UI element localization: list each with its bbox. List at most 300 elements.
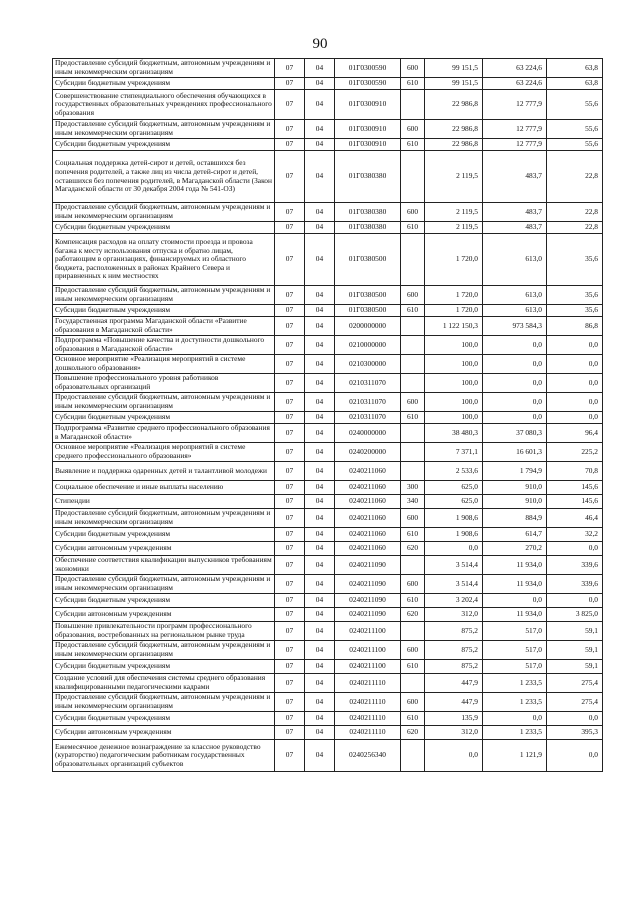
row-expense-type-code (401, 443, 425, 462)
budget-table (52, 58, 603, 772)
row-section-code: 07 (275, 740, 305, 772)
row-executed-amount: 483,7 (483, 203, 547, 222)
row-name-cell: Основное мероприятие «Реализация мероприятий в системе среднего профессионального образования» (53, 443, 275, 462)
row-name-cell: Обеспечение соответствия квалификации выпускников требованиям экономики (53, 556, 275, 575)
row-executed-amount: 11 934,0 (483, 556, 547, 575)
page-number: 90 (312, 36, 328, 52)
table-row (53, 355, 603, 374)
row-target-article-code: 0240211110 (335, 712, 401, 726)
row-section-code: 07 (275, 674, 305, 693)
row-target-article-code: 0240211060 (335, 481, 401, 495)
row-subsection-code: 04 (305, 556, 335, 575)
row-expense-type-code (401, 151, 425, 203)
row-target-article-code: 0240211090 (335, 575, 401, 594)
row-approved-amount: 99 151,5 (425, 78, 483, 90)
row-executed-amount: 1 794,9 (483, 462, 547, 481)
table-row (53, 412, 603, 424)
row-expense-type-code: 600 (401, 286, 425, 305)
row-subsection-code: 04 (305, 622, 335, 641)
table-row (53, 90, 603, 120)
row-target-article-code: 0240211110 (335, 674, 401, 693)
row-subsection-code: 04 (305, 495, 335, 509)
row-execution-percent: 0,0 (547, 355, 603, 374)
row-subsection-code: 04 (305, 222, 335, 234)
row-name-cell: Предоставление субсидий бюджетным, автономным учреждениям и иным некоммерческим организациям (53, 575, 275, 594)
row-subsection-code: 04 (305, 443, 335, 462)
row-executed-amount: 270,2 (483, 542, 547, 556)
row-name-cell: Выявление и поддержка одаренных детей и талантливой молодежи (53, 462, 275, 481)
row-executed-amount: 483,7 (483, 151, 547, 203)
row-expense-type-code: 600 (401, 693, 425, 712)
row-approved-amount: 7 371,1 (425, 443, 483, 462)
row-expense-type-code: 600 (401, 393, 425, 412)
row-expense-type-code (401, 336, 425, 355)
row-executed-amount: 11 934,0 (483, 608, 547, 622)
row-section-code: 07 (275, 412, 305, 424)
table-row (53, 712, 603, 726)
row-target-article-code: 0240211060 (335, 462, 401, 481)
row-expense-type-code: 610 (401, 78, 425, 90)
row-target-article-code: 0200000000 (335, 317, 401, 336)
row-executed-amount: 613,0 (483, 234, 547, 286)
row-approved-amount: 0,0 (425, 740, 483, 772)
row-subsection-code: 04 (305, 151, 335, 203)
row-executed-amount: 884,9 (483, 509, 547, 528)
row-target-article-code: 0240211090 (335, 594, 401, 608)
row-target-article-code: 0240211090 (335, 608, 401, 622)
row-subsection-code: 04 (305, 712, 335, 726)
row-section-code: 07 (275, 336, 305, 355)
row-section-code: 07 (275, 59, 305, 78)
row-subsection-code: 04 (305, 90, 335, 120)
row-name-cell: Субсидии бюджетным учреждениям (53, 78, 275, 90)
row-subsection-code: 04 (305, 336, 335, 355)
row-approved-amount: 1 122 150,3 (425, 317, 483, 336)
row-approved-amount: 100,0 (425, 374, 483, 393)
table-row (53, 78, 603, 90)
row-target-article-code: 0210311070 (335, 374, 401, 393)
table-row (53, 286, 603, 305)
row-expense-type-code: 610 (401, 528, 425, 542)
row-name-cell: Субсидии бюджетным учреждениям (53, 660, 275, 674)
row-subsection-code: 04 (305, 393, 335, 412)
row-expense-type-code: 600 (401, 509, 425, 528)
row-subsection-code: 04 (305, 78, 335, 90)
row-name-cell: Стипендии (53, 495, 275, 509)
table-row (53, 374, 603, 393)
row-subsection-code: 04 (305, 660, 335, 674)
table-row (53, 59, 603, 78)
row-approved-amount: 100,0 (425, 355, 483, 374)
row-target-article-code: 0240211090 (335, 556, 401, 575)
row-target-article-code: 01Г0380500 (335, 234, 401, 286)
row-approved-amount: 1 720,0 (425, 305, 483, 317)
row-executed-amount: 517,0 (483, 660, 547, 674)
row-name-cell: Ежемесячное денежное вознаграждение за классное руководство (кураторство) педагогическим работникам государственных образовательных организаций субъектов (53, 740, 275, 772)
row-section-code: 07 (275, 481, 305, 495)
row-execution-percent: 59,1 (547, 660, 603, 674)
row-subsection-code: 04 (305, 374, 335, 393)
row-section-code: 07 (275, 660, 305, 674)
row-execution-percent: 225,2 (547, 443, 603, 462)
row-executed-amount: 11 934,0 (483, 575, 547, 594)
row-name-cell: Повышение привлекательности программ профессионального образования, востребованных на региональном рынке труда (53, 622, 275, 641)
row-name-cell: Субсидии бюджетным учреждениям (53, 305, 275, 317)
row-execution-percent: 0,0 (547, 740, 603, 772)
row-target-article-code: 0240211060 (335, 509, 401, 528)
row-execution-percent: 0,0 (547, 336, 603, 355)
table-row (53, 660, 603, 674)
row-approved-amount: 3 514,4 (425, 575, 483, 594)
row-expense-type-code (401, 90, 425, 120)
row-expense-type-code: 610 (401, 660, 425, 674)
row-section-code: 07 (275, 608, 305, 622)
table-row (53, 575, 603, 594)
row-subsection-code: 04 (305, 305, 335, 317)
row-target-article-code: 0240211060 (335, 542, 401, 556)
table-row (53, 234, 603, 286)
row-expense-type-code: 600 (401, 203, 425, 222)
row-approved-amount: 3 514,4 (425, 556, 483, 575)
row-section-code: 07 (275, 90, 305, 120)
row-section-code: 07 (275, 120, 305, 139)
row-execution-percent: 339,6 (547, 575, 603, 594)
row-executed-amount: 0,0 (483, 393, 547, 412)
row-name-cell: Субсидии бюджетным учреждениям (53, 222, 275, 234)
row-subsection-code: 04 (305, 412, 335, 424)
row-section-code: 07 (275, 542, 305, 556)
table-row (53, 443, 603, 462)
row-target-article-code: 01Г0380500 (335, 305, 401, 317)
row-execution-percent: 35,6 (547, 234, 603, 286)
row-section-code: 07 (275, 203, 305, 222)
row-section-code: 07 (275, 424, 305, 443)
row-expense-type-code: 600 (401, 59, 425, 78)
row-name-cell: Субсидии автономным учреждениям (53, 608, 275, 622)
row-executed-amount: 12 777,9 (483, 90, 547, 120)
row-executed-amount: 910,0 (483, 481, 547, 495)
row-target-article-code: 01Г0300910 (335, 90, 401, 120)
row-execution-percent: 0,0 (547, 412, 603, 424)
row-section-code: 07 (275, 443, 305, 462)
row-executed-amount: 613,0 (483, 305, 547, 317)
row-approved-amount: 2 533,6 (425, 462, 483, 481)
row-target-article-code: 0240211110 (335, 726, 401, 740)
table-row (53, 462, 603, 481)
row-execution-percent: 339,6 (547, 556, 603, 575)
row-name-cell: Субсидии бюджетным учреждениям (53, 528, 275, 542)
table-row (53, 139, 603, 151)
row-execution-percent: 32,2 (547, 528, 603, 542)
table-row (53, 120, 603, 139)
row-target-article-code: 01Г0380380 (335, 203, 401, 222)
row-approved-amount: 99 151,5 (425, 59, 483, 78)
table-row (53, 542, 603, 556)
row-section-code: 07 (275, 495, 305, 509)
row-name-cell: Предоставление субсидий бюджетным, автономным учреждениям и иным некоммерческим организациям (53, 203, 275, 222)
row-expense-type-code (401, 374, 425, 393)
table-row (53, 693, 603, 712)
row-section-code: 07 (275, 317, 305, 336)
row-section-code: 07 (275, 139, 305, 151)
row-name-cell: Повышение профессионального уровня работников образовательных организаций (53, 374, 275, 393)
row-section-code: 07 (275, 641, 305, 660)
row-expense-type-code: 610 (401, 594, 425, 608)
row-executed-amount: 517,0 (483, 641, 547, 660)
row-executed-amount: 16 601,3 (483, 443, 547, 462)
row-approved-amount: 135,9 (425, 712, 483, 726)
row-subsection-code: 04 (305, 726, 335, 740)
row-execution-percent: 395,3 (547, 726, 603, 740)
row-name-cell: Социальная поддержка детей-сирот и детей, оставшихся без попечения родителей, а также лиц из числа детей-сирот и детей, оставшихся без попечения родителей, в Магаданской области (Закон Магаданской области от 30 декабря 2004 года № 541-ОЗ) (53, 151, 275, 203)
row-name-cell: Основное мероприятие «Реализация мероприятий в системе дошкольного образования» (53, 355, 275, 374)
row-approved-amount: 38 480,3 (425, 424, 483, 443)
row-execution-percent: 55,6 (547, 120, 603, 139)
row-section-code: 07 (275, 151, 305, 203)
row-execution-percent: 0,0 (547, 594, 603, 608)
row-approved-amount: 1 908,6 (425, 528, 483, 542)
row-expense-type-code (401, 424, 425, 443)
row-approved-amount: 1 908,6 (425, 509, 483, 528)
row-name-cell: Подпрограмма «Повышение качества и доступности дошкольного образования в Магаданской области» (53, 336, 275, 355)
row-target-article-code: 01Г0300910 (335, 120, 401, 139)
row-target-article-code: 01Г0300910 (335, 139, 401, 151)
table-row (53, 528, 603, 542)
table-row (53, 393, 603, 412)
row-name-cell: Предоставление субсидий бюджетным, автономным учреждениям и иным некоммерческим организациям (53, 641, 275, 660)
row-subsection-code: 04 (305, 608, 335, 622)
table-row (53, 305, 603, 317)
row-executed-amount: 614,7 (483, 528, 547, 542)
row-subsection-code: 04 (305, 462, 335, 481)
row-approved-amount: 22 986,8 (425, 139, 483, 151)
row-executed-amount: 12 777,9 (483, 120, 547, 139)
row-name-cell: Предоставление субсидий бюджетным, автономным учреждениям и иным некоммерческим организациям (53, 286, 275, 305)
row-section-code: 07 (275, 509, 305, 528)
row-name-cell: Компенсация расходов на оплату стоимости проезда и провоза багажа к месту использования отпуска и обратно лицам, работающим в организациях, финансируемых из областного бюджета, расположенных в районах Крайнего Севера и приравненных к ним местностях (53, 234, 275, 286)
row-execution-percent: 145,6 (547, 481, 603, 495)
table-row (53, 740, 603, 772)
row-expense-type-code: 610 (401, 222, 425, 234)
row-execution-percent: 22,8 (547, 151, 603, 203)
table-row (53, 481, 603, 495)
row-executed-amount: 0,0 (483, 355, 547, 374)
row-approved-amount: 22 986,8 (425, 90, 483, 120)
row-execution-percent: 70,8 (547, 462, 603, 481)
row-subsection-code: 04 (305, 203, 335, 222)
row-expense-type-code: 620 (401, 608, 425, 622)
table-row (53, 608, 603, 622)
table-row (53, 151, 603, 203)
row-approved-amount: 2 119,5 (425, 222, 483, 234)
row-section-code: 07 (275, 374, 305, 393)
table-row (53, 424, 603, 443)
table-row (53, 336, 603, 355)
row-approved-amount: 312,0 (425, 608, 483, 622)
row-execution-percent: 0,0 (547, 393, 603, 412)
row-target-article-code: 0210300000 (335, 355, 401, 374)
row-approved-amount: 3 202,4 (425, 594, 483, 608)
row-executed-amount: 1 121,9 (483, 740, 547, 772)
row-target-article-code: 0240256340 (335, 740, 401, 772)
row-section-code: 07 (275, 78, 305, 90)
row-subsection-code: 04 (305, 59, 335, 78)
row-name-cell: Субсидии автономным учреждениям (53, 542, 275, 556)
row-execution-percent: 0,0 (547, 374, 603, 393)
table-row (53, 317, 603, 336)
row-executed-amount: 0,0 (483, 412, 547, 424)
row-approved-amount: 100,0 (425, 412, 483, 424)
row-executed-amount: 37 080,3 (483, 424, 547, 443)
row-name-cell: Предоставление субсидий бюджетным, автономным учреждениям и иным некоммерческим организациям (53, 59, 275, 78)
row-execution-percent: 59,1 (547, 622, 603, 641)
row-expense-type-code: 300 (401, 481, 425, 495)
row-section-code: 07 (275, 528, 305, 542)
row-target-article-code: 0240211100 (335, 622, 401, 641)
table-row (53, 203, 603, 222)
row-subsection-code: 04 (305, 481, 335, 495)
row-subsection-code: 04 (305, 693, 335, 712)
table-row (53, 594, 603, 608)
row-expense-type-code: 610 (401, 139, 425, 151)
row-execution-percent: 63,8 (547, 59, 603, 78)
row-approved-amount: 100,0 (425, 393, 483, 412)
row-subsection-code: 04 (305, 740, 335, 772)
row-name-cell: Совершенствование стипендиального обеспечения обучающихся в государственных образовательных учреждениях профессионального образования (53, 90, 275, 120)
row-expense-type-code (401, 556, 425, 575)
row-executed-amount: 517,0 (483, 622, 547, 641)
row-approved-amount: 625,0 (425, 481, 483, 495)
row-expense-type-code: 600 (401, 641, 425, 660)
row-section-code: 07 (275, 305, 305, 317)
row-section-code: 07 (275, 693, 305, 712)
row-execution-percent: 59,1 (547, 641, 603, 660)
table-row (53, 641, 603, 660)
row-target-article-code: 01Г0380500 (335, 286, 401, 305)
row-name-cell: Субсидии бюджетным учреждениям (53, 712, 275, 726)
row-target-article-code: 01Г0300590 (335, 59, 401, 78)
row-name-cell: Субсидии бюджетным учреждениям (53, 139, 275, 151)
table-row (53, 674, 603, 693)
row-execution-percent: 96,4 (547, 424, 603, 443)
budget-table-body (53, 59, 603, 772)
table-row (53, 556, 603, 575)
row-expense-type-code: 610 (401, 712, 425, 726)
row-expense-type-code (401, 674, 425, 693)
table-row (53, 222, 603, 234)
row-subsection-code: 04 (305, 641, 335, 660)
row-subsection-code: 04 (305, 594, 335, 608)
row-subsection-code: 04 (305, 674, 335, 693)
row-approved-amount: 2 119,5 (425, 203, 483, 222)
row-executed-amount: 12 777,9 (483, 139, 547, 151)
row-name-cell: Предоставление субсидий бюджетным, автономным учреждениям и иным некоммерческим организациям (53, 393, 275, 412)
row-expense-type-code (401, 355, 425, 374)
row-section-code: 07 (275, 462, 305, 481)
row-section-code: 07 (275, 712, 305, 726)
row-executed-amount: 973 584,3 (483, 317, 547, 336)
row-execution-percent: 46,4 (547, 509, 603, 528)
row-target-article-code: 0240000000 (335, 424, 401, 443)
row-execution-percent: 0,0 (547, 542, 603, 556)
row-section-code: 07 (275, 622, 305, 641)
row-section-code: 07 (275, 594, 305, 608)
row-execution-percent: 55,6 (547, 90, 603, 120)
row-executed-amount: 483,7 (483, 222, 547, 234)
row-approved-amount: 0,0 (425, 542, 483, 556)
row-section-code: 07 (275, 234, 305, 286)
table-row (53, 495, 603, 509)
row-executed-amount: 613,0 (483, 286, 547, 305)
row-expense-type-code (401, 462, 425, 481)
row-expense-type-code (401, 317, 425, 336)
row-approved-amount: 447,9 (425, 674, 483, 693)
row-approved-amount: 875,2 (425, 622, 483, 641)
row-approved-amount: 312,0 (425, 726, 483, 740)
row-subsection-code: 04 (305, 234, 335, 286)
row-subsection-code: 04 (305, 424, 335, 443)
row-approved-amount: 625,0 (425, 495, 483, 509)
row-approved-amount: 1 720,0 (425, 234, 483, 286)
row-target-article-code: 01Г0380380 (335, 222, 401, 234)
row-target-article-code: 0240211100 (335, 641, 401, 660)
row-expense-type-code: 620 (401, 542, 425, 556)
row-executed-amount: 910,0 (483, 495, 547, 509)
row-execution-percent: 22,8 (547, 203, 603, 222)
row-expense-type-code (401, 740, 425, 772)
row-section-code: 07 (275, 355, 305, 374)
row-name-cell: Подпрограмма «Развитие среднего профессионального образования в Магаданской области» (53, 424, 275, 443)
row-subsection-code: 04 (305, 286, 335, 305)
row-execution-percent: 275,4 (547, 674, 603, 693)
row-execution-percent: 35,6 (547, 286, 603, 305)
row-section-code: 07 (275, 393, 305, 412)
row-subsection-code: 04 (305, 317, 335, 336)
row-execution-percent: 3 825,0 (547, 608, 603, 622)
row-name-cell: Субсидии автономным учреждениям (53, 726, 275, 740)
row-target-article-code: 0240211060 (335, 495, 401, 509)
row-approved-amount: 875,2 (425, 660, 483, 674)
row-execution-percent: 145,6 (547, 495, 603, 509)
row-executed-amount: 0,0 (483, 712, 547, 726)
row-section-code: 07 (275, 575, 305, 594)
row-subsection-code: 04 (305, 139, 335, 151)
row-executed-amount: 63 224,6 (483, 59, 547, 78)
row-target-article-code: 0240211060 (335, 528, 401, 542)
table-row (53, 622, 603, 641)
row-approved-amount: 22 986,8 (425, 120, 483, 139)
row-approved-amount: 447,9 (425, 693, 483, 712)
row-name-cell: Создание условий для обеспечения системы среднего образования квалифицированными педагогическими кадрами (53, 674, 275, 693)
row-executed-amount: 1 233,5 (483, 693, 547, 712)
row-execution-percent: 35,6 (547, 305, 603, 317)
row-expense-type-code: 600 (401, 575, 425, 594)
row-target-article-code: 0240211110 (335, 693, 401, 712)
table-row (53, 726, 603, 740)
row-target-article-code: 0240211100 (335, 660, 401, 674)
row-expense-type-code (401, 622, 425, 641)
row-subsection-code: 04 (305, 355, 335, 374)
row-execution-percent: 22,8 (547, 222, 603, 234)
row-section-code: 07 (275, 222, 305, 234)
row-target-article-code: 0240200000 (335, 443, 401, 462)
row-expense-type-code: 610 (401, 412, 425, 424)
row-executed-amount: 1 233,5 (483, 726, 547, 740)
row-name-cell: Субсидии бюджетным учреждениям (53, 412, 275, 424)
row-subsection-code: 04 (305, 120, 335, 139)
row-name-cell: Субсидии бюджетным учреждениям (53, 594, 275, 608)
table-row (53, 509, 603, 528)
